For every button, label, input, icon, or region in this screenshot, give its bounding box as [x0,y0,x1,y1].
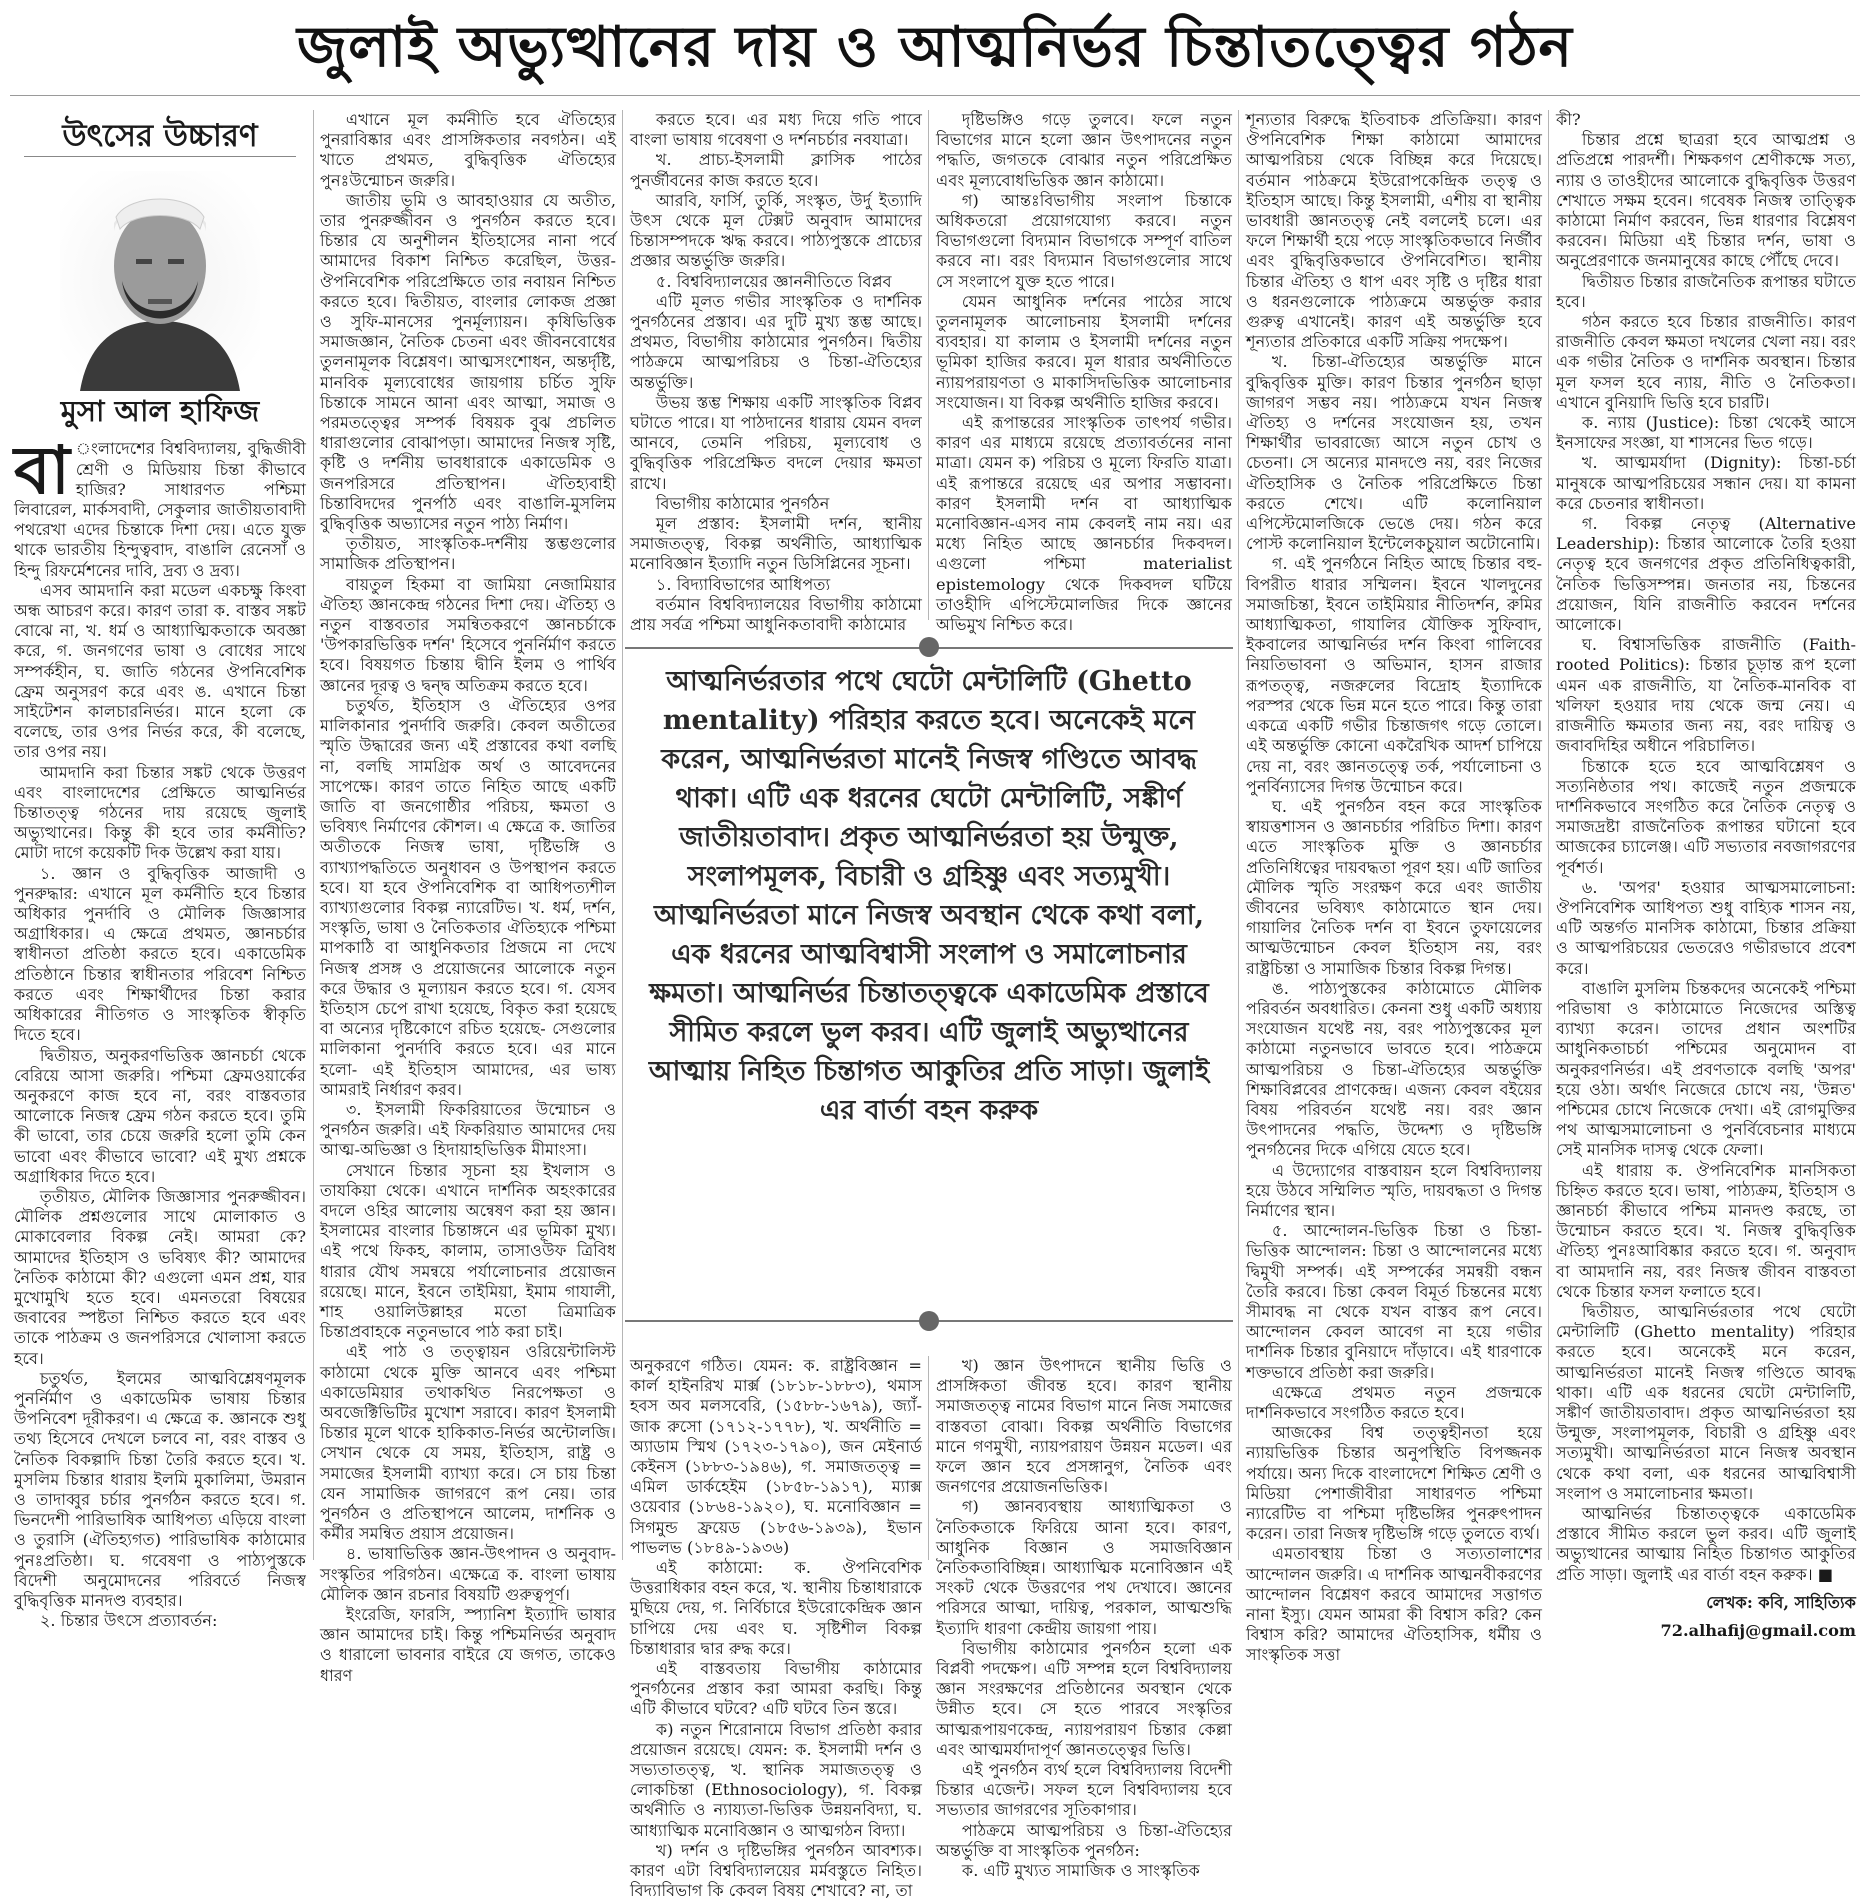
paragraph: ৫. বিশ্ববিদ্যালয়ের জ্ঞাননীতিতে বিপ্লব [655,271,892,291]
paragraph: ১. বিদ্যাবিভাগের আধিপত্য [655,574,831,594]
paragraph: ক. এটি মুখ্যত সামাজিক ও সাংস্কৃতিক [961,1861,1200,1881]
paragraph: এই বাস্তবতায় বিভাগীয় কাঠামোর পুনর্গঠনের প্রস্তাব করা আমরা করছি। কিন্তু এটি কীভাবে ঘটবে? এটি ঘটবে তিন স্তরে। [630,1659,922,1719]
paragraph: আত্মনির্ভর চিন্তাতত্ত্বকে একাডেমিক প্রস্তাবে সীমিত করলে ভুল করব। এটি জুলাই অভ্যুত্থানের আত্মায় নিহিত চিন্তাগত আকুতির প্রতি সাড়া। জুলাই এর বার্তা বহন করুক। ■ [1556,1504,1856,1584]
paragraph: গ) জ্ঞানব্যবস্থায় আধ্যাত্মিকতা ও নৈতিকতাকে ফিরিয়ে আনা হবে। কারণ, আধুনিক বিজ্ঞান ও সমাজবিজ্ঞান নৈতিকতাবিচ্ছিন্ন। আধ্যাত্মিক মনোবিজ্ঞান এই সংকট থেকে উত্তরণের পথ দেখাবে। জ্ঞানের পরিসরে আত্মা, দায়িত্ব, পরকাল, আত্মশুদ্ধি ইত্যাদি ধারণা কেন্দ্রীয় জায়গা পায়। [936,1497,1232,1638]
column-divider [1238,110,1239,1560]
paragraph: এটি মূলত গভীর সাংস্কৃতিক ও দার্শনিক পুনর্গঠনের প্রস্তাব। এর দুটি মুখ্য স্তম্ভ আছে। প্রথমত, বিভাগীয় কাঠামোর পুনর্গঠন। দ্বিতীয় পাঠক্রমে আত্মপরিচয় ও চিন্তা-ঐতিহ্যের অন্তর্ভুক্তি। [630,291,922,392]
paragraph: জাতীয় ভূমি ও আবহাওয়ার যে অতীত, তার পুনরুজ্জীবন ও পুনর্গঠন করতে হবে। চিন্তার যে অনুশীলন ইতিহাসের নানা পর্বে আমাদের বিকাশ নিশ্চিত করেছিল, উত্তর-ঔপনিবেশিক পরিপ্রেক্ষিতে তার নবায়ন নিশ্চিত করতে হবে। দ্বিতীয়ত, বাংলার লোকজ প্রজ্ঞা ও সুফি-মানসের পুনর্মূল্যায়ন। কৃষিভিত্তিক সমাজজ্ঞান, নৈতিক চেতনা এবং জীবনবোধের তুলনামূলক বিশ্লেষণ। আত্মসংশোধন, অন্তর্দৃষ্টি, মানবিক মূল্যবোধের জায়গায় চর্চিত সুফি চিন্তাকে সামনে আনা এবং আত্মা, সমাজ ও পরমতত্ত্বের সম্পর্ক বিষয়ক বুঝ প্রচলিত ধারাগুলোর বোঝাপড়া। আমাদের নিজস্ব সৃষ্টি, কৃষ্টি ও দর্শনীয় ভাবধারাকে একাডেমিক ও জনপরিসরে প্রতিস্থাপন। ঐতিহ্যবাহী চিন্তাবিদদের পুনর্পাঠ এবং বাঙালি-মুসলিম বুদ্ধিবৃত্তিক অভ্যাসের নতুন পাঠ্য নির্মাণ। [320,190,616,534]
paragraph: বিভাগীয় কাঠামোর পুনর্গঠন [655,493,830,513]
pull-quote-bottom-dot [919,1311,939,1331]
paragraph: এই কাঠামো: ক. ঔপনিবেশিক উত্তরাধিকার বহন করে, খ. স্থানীয় চিন্তাধারাকে মুছিয়ে দেয়, গ. নির্বিচারে ইউরোকেন্দ্রিক জ্ঞান চাপিয়ে দেয় এবং ঘ. সৃষ্টিশীল বিকল্প চিন্তাধারার দ্বার রুদ্ধ করে। [630,1558,922,1658]
paragraph: তৃতীয়ত, মৌলিক জিজ্ঞাসার পুনরুজ্জীবন। মৌলিক প্রশ্নগুলোর সাথে মোলাকাত ও মোকাবেলার বিকল্প নেই। আমরা কে? আমাদের ইতিহাস ও ভবিষ্যৎ কী? আমাদের নৈতিক কাঠামো কী? এগুলো এমন প্রশ্ন, যার মুখোমুখি হতে হবে। এমনতরো বিষয়ের জবাবের স্পষ্টতা নিশ্চিত করতে হবে এবং তাকে পাঠক্রম ও জনপরিসরে খোলাসা করতে হবে। [14,1186,306,1368]
paragraph: এ উদ্যোগের বাস্তবায়ন হলে বিশ্ববিদ্যালয় হয়ে উঠবে সম্মিলিত স্মৃতি, দায়বদ্ধতা ও দিগন্ত নির্মাণের স্থান। [1246,1160,1542,1220]
paragraph: ংলাদেশের বিশ্ববিদ্যালয়, বুদ্ধিজীবী শ্রেণী ও মিডিয়ায় চিন্তা কীভাবে হাজির? সাধারণত পশ্চিমা লিবারেল, মার্কসবাদী, সেকুলার জাতীয়তাবাদী পথরেখা এদের চিন্তাকে দিশা দেয়। এতে যুক্ত থাকে ভারতীয় হিন্দুত্ববাদ, বাঙালি রেনেসাঁ ও হিন্দু রিফর্মেশনের দাবি, দ্রব্য ও দ্রব্য। [14,439,306,580]
paragraph: চতুর্থত, ইতিহাস ও ঐতিহ্যের ওপর মালিকানার পুনর্দাবি জরুরি। কেবল অতীতের স্মৃতি উদ্ধারের জন্য এই প্রস্তাবের কথা বলছি না, বলছি সামগ্রিক অর্থ ও আবেদনের সাপেক্ষে। কারণ তাতে নিহিত আছে একটি জাতি বা জনগোষ্ঠীর পরিচয়, ক্ষমতা ও ভবিষ্যৎ নির্মাণের কৌশল। এ ক্ষেত্রে ক. জাতির অতীতকে নিজস্ব ভাষা, দৃষ্টিভঙ্গি ও ব্যাখ্যাপদ্ধতিতে অনুধাবন ও উপস্থাপন করতে হবে। যা হবে ঔপনিবেশিক বা আধিপত্যশীল ব্যাখ্যাগুলোর বিকল্প ন্যারেটিভ। খ. ধর্ম, দর্শন, সংস্কৃতি, ভাষা ও নৈতিকতার ঐতিহ্যকে পশ্চিমা মাপকাঠি বা আধুনিকতার প্রিজমে না দেখে নিজস্ব প্রসঙ্গ ও প্রয়োজনের আলোকে নতুন করে উদ্ধার ও মূল্যায়ন করতে হবে। গ. যেসব ইতিহাস চেপে রাখা হয়েছে, বিকৃত করা হয়েছে বা অন্যের দৃষ্টিকোণে রচিত হয়েছে- সেগুলোর মালিকানা পুনর্দাবি করতে হবে। এর মানে হলো- এই ইতিহাস আমাদের, এর ভাষ্য আমরাই নির্ধারণ করব। [320,695,616,1099]
column-divider [928,1356,929,1560]
paragraph: বিভাগীয় কাঠামোর পুনর্গঠন হলো এক বিপ্লবী পদক্ষেপ। এটি সম্পন্ন হলে বিশ্ববিদ্যালয় জ্ঞান সংরক্ষণের প্রতিষ্ঠানের অবস্থান থেকে উন্নীত হবে। সে হতে পারবে সংস্কৃতির আত্মরূপায়ণকেন্দ্র, ন্যায়পরায়ণ চিন্তার কেল্লা এবং আত্মমর্যাদাপূর্ণ জ্ঞানতত্ত্বের ভিত্তি। [936,1638,1232,1759]
paragraph: সেখানে চিন্তার সূচনা হয় ইখলাস ও তাযকিয়া থেকে। এখানে দার্শনিক অহংকারের বদলে ওহির আলোয় অন্বেষণ করা হয় জ্ঞান। ইসলামের বাংলার চিন্তাঙ্গনে এর ভূমিকা মুখ্য। এই পথে ফিকহ, কালাম, তাসাওউফ ত্রিবিধ ধারার যৌথ সমন্বয়ে পর্যালোচনার প্রয়োজন রয়েছে। মানে, ইবনে তাইমিয়া, ইমাম গাযালী, শাহ ওয়ালিউল্লাহর মতো ত্রিমাত্রিক চিন্তাপ্রবাহকে নতুনভাবে পাঠ করা চাই। [320,1160,616,1342]
paragraph: দৃষ্টিভঙ্গিও গড়ে তুলবে। ফলে নতুন বিভাগের মানে হলো জ্ঞান উৎপাদনের নতুন পদ্ধতি, জগতকে বোঝার নতুন পরিপ্রেক্ষিত এবং মূল্যবোধভিত্তিক জ্ঞান কাঠামো। [936,110,1232,190]
paragraph: আমদানি করা চিন্তার সঙ্কট থেকে উত্তরণ এবং বাংলাদেশের প্রেক্ষিতে আত্মনির্ভর চিন্তাতত্ত্ব গঠনের দায় রয়েছে জুলাই অভ্যুত্থানের। কিন্তু কী হবে তার কর্মনীতি? মোটা দাগে কয়েকটি দিক উল্লেখ করা যায়। [14,762,306,863]
paragraph: চিন্তার প্রশ্নে ছাত্ররা হবে আত্মপ্রশ্ন ও প্রতিপ্রশ্নে পারদর্শী। শিক্ষকগণ শ্রেণীকক্ষে সত্য, ন্যায় ও তাওহীদের আলোকে বুদ্ধিবৃত্তিক উত্তরণ শেখাতে সক্ষম হবেন। গবেষক নিজস্ব তাত্ত্বিক কাঠামো নির্মাণ করবেন, ভিন্ন ধারণার বিশ্লেষণ করবেন। মিডিয়া এই চিন্তার দর্শন, ভাষা ও অনুপ্রেরণাকে জনমানুষের কাছে পৌঁছে দেবে। [1556,130,1856,271]
column-2 [320,110,616,1685]
column-4-top [936,110,1232,635]
column-3-top [630,110,922,635]
column-divider [622,110,623,1560]
kicker-divider [24,156,296,157]
kicker-label: উৎসের উচ্চারণ [62,118,258,154]
paragraph: উভয় স্তম্ভ শিক্ষায় একটি সাংস্কৃতিক বিপ্লব ঘটাতে পারে। যা পাঠদানের ধারায় যেমন বদল আনবে, তেমনি পরিচয়, মূল্যবোধ ও বুদ্ধিবৃত্তিক পরিপ্রেক্ষিত বদলে দেয়ার ক্ষমতা রাখে। [630,392,922,493]
paragraph: ১. জ্ঞান ও বুদ্ধিবৃত্তিক আজাদী ও পুনরুদ্ধার: এখানে মূল কর্মনীতি হবে চিন্তার অধিকার পুনর্দাবি ও মৌলিক জিজ্ঞাসার অগ্রাধিকার। এ ক্ষেত্রে প্রথমত, জ্ঞানচর্চার স্বাধীনতা প্রতিষ্ঠা করতে হবে। একাডেমিক প্রতিষ্ঠানে চিন্তার স্বাধীনতার পরিবেশ নিশ্চিত করতে এবং শিক্ষার্থীদের চিন্তা করার অধিকারের নীতিগত ও সাংস্কৃতিক স্বীকৃতি দিতে হবে। [14,863,306,1045]
paragraph: আরবি, ফার্সি, তুর্কি, সংস্কৃত, উর্দু ইত্যাদি উৎস থেকে মূল টেক্সট অনুবাদ আমাদের চিন্তাসম্পদকে ঋদ্ধ করবে। পাঠ্যপুস্তকে প্রাচ্যের প্রজ্ঞার অন্তর্ভুক্তি জরুরি। [630,190,922,271]
paragraph: খ. চিন্তা-ঐতিহ্যের অন্তর্ভুক্তি মানে বুদ্ধিবৃত্তিক মুক্তি। কারণ চিন্তার পুনর্গঠন ছাড়া জাগরণ সম্ভব নয়। পাঠ্যক্রমে যখন নিজস্ব ঐতিহ্য ও দর্শনের সংযোজন হয়, তখন শিক্ষার্থীর ভাবরাজ্যে আসে নতুন চোখ ও চেতনা। সে অন্যের মানদণ্ডে নয়, বরং নিজের ঐতিহাসিক ও নৈতিক পরিপ্রেক্ষিতে চিন্তা করতে শেখে। এটি কলোনিয়াল এপিস্টেমোলজিকে ভেঙে দেয়। গঠন করে পোস্ট কলোনিয়াল ইন্টেলেকচুয়াল অটোনোমি। [1246,352,1542,554]
paragraph: ঘ. বিশ্বাসভিত্তিক রাজনীতি (Faith-rooted Politics): চিন্তার চূড়ান্ত রূপ হলো এমন এক রাজনীতি, যা নৈতিক-মানবিক বা খলিফা হওয়ার দায় থেকে জন্ম নেয়। এ রাজনীতি ক্ষমতার জন্য নয়, বরং দায়িত্ব ও জবাবদিহির অধীনে পরিচালিত। [1556,635,1856,756]
column-1 [14,110,306,1631]
paragraph: এই রূপান্তরের সাংস্কৃতিক তাৎপর্য গভীর। কারণ এর মাধ্যমে রয়েছে প্রত্যাবর্তনের নানা মাত্রা। যেমন ক) পরিচয় ও মূল্যে ফিরতি যাত্রা। এই রূপান্তরে রয়েছে এর অপার সম্ভাবনা। কারণ ইসলামী দর্শন বা আধ্যাত্মিক মনোবিজ্ঞান-এসব নাম কেবলই নাম নয়। এর মধ্যে নিহিত আছে জ্ঞানচর্চার দিকবদল। এগুলো পশ্চিমা materialist epistemology থেকে দিকবদল ঘটিয়ে তাওহীদি এপিস্টেমোলজির দিকে জ্ঞানের অভিমুখ নিশ্চিত করে। [936,413,1232,635]
headline: জুলাই অভ্যুত্থানের দায় ও আত্মনির্ভর চিন্তাতত্ত্বের গঠন [297,14,1573,80]
paragraph: ক) নতুন শিরোনামে বিভাগ প্রতিষ্ঠা করার প্রয়োজন রয়েছে। যেমন: ক. ইসলামী দর্শন ও সভ্যতাতত্ত্ব, খ. স্থানিক সমাজতত্ত্ব ও লোকচিন্তা (Ethnosociology), গ. বিকল্প অর্থনীতি ও ন্যায্যতা-ভিত্তিক উন্নয়নবিদ্যা, ঘ. আধ্যাত্মিক মনোবিজ্ঞান ও আত্মগঠন বিদ্যা। [630,1719,922,1840]
paragraph: গঠন করতে হবে চিন্তার রাজনীতি। কারণ রাজনীতি কেবল ক্ষমতা দখলের খেলা নয়। বরং এক গভীর নৈতিক ও দার্শনিক অবস্থান। চিন্তার মূল ফসল হবে ন্যায়, নীতি ও নৈতিকতা। এখানে বুনিয়াদি ভিত্তি হবে চারটি। [1556,312,1856,412]
paragraph: বায়তুল হিকমা বা জামিয়া নেজামিয়ার ঐতিহ্য জ্ঞানকেন্দ্র গঠনের দিশা দেয়। ঐতিহ্য ও নতুন বাস্তবতার সমন্বিতকরণে জ্ঞানচর্চাকে 'উপকারভিত্তিক দর্শন' হিসেবে পুনর্নির্মাণ করতে হবে। বিষয়গত চিন্তায় দ্বীনি ইলম ও পার্থিব জ্ঞানের দূরত্ব ও দ্বন্দ্ব অতিক্রম করতে হবে। [320,574,616,695]
paragraph: গ. বিকল্প নেতৃত্ব (Alternative Leadership): চিন্তার আলোকে তৈরি হওয়া নেতৃত্ব হবে জনগণের প্রকৃত প্রতিনিধিত্বকারী, নৈতিক ভিত্তিসম্পন্ন। জনতার নয়, চিন্তনের প্রয়োজন, যিনি রাজনীতি করবেন দর্শনের আলোকে। [1556,514,1856,635]
paragraph: ৫. আন্দোলন-ভিত্তিক চিন্তা ও চিন্তা-ভিত্তিক আন্দোলন: চিন্তা ও আন্দোলনের মধ্যে দ্বিমুখী সম্পর্ক। এই সম্পর্কের সমন্বয়ী বন্ধন তৈরি করবে। চিন্তা কেবল বিমূর্ত চিন্তনের মধ্যে সীমাবদ্ধ না থেকে যখন বাস্তব রূপ নেবে। আন্দোলন কেবল আবেগ না হয়ে গভীর দার্শনিক চিন্তার বুনিয়াদে দাঁড়াবে। এই ধারণাকে শক্তভাবে প্রতিষ্ঠা করা জরুরি। [1246,1221,1542,1382]
paragraph: ৬. 'অপর' হওয়ার আত্মসমালোচনা: ঔপনিবেশিক আধিপত্য শুধু বাহ্যিক শাসন নয়, এটি অন্তর্গত মানসিক কাঠামো, চিন্তার প্রক্রিয়া ও আত্মপরিচয়ের ভেতরেও গভীরভাবে প্রবেশ করে। [1556,877,1856,978]
paragraph: বর্তমান বিশ্ববিদ্যালয়ের বিভাগীয় কাঠামো প্রায় সর্বত্র পশ্চিমা আধুনিকতাবাদী কাঠামোর [630,594,922,635]
pull-quote: আত্মনির্ভরতার পথে ঘেটো মেন্টালিটি (Ghetto mentality) পরিহার করতে হবে। অনেকেই মনে করেন, আত্মনির্ভরতা মানেই নিজস্ব গণ্ডিতে আবদ্ধ থাকা। এটি এক ধরনের ঘেটো মেন্টালিটি, সঙ্কীর্ণ জাতীয়তাবাদ। প্রকৃত আত্মনির্ভরতা হয় উন্মুক্ত, সংলাপমূলক, বিচারী ও গ্রহিষ্ণু এবং সত্যমুখী। আত্মনির্ভরতা মানে নিজস্ব অবস্থান থেকে কথা বলা, এক ধরনের আত্মবিশ্বাসী সংলাপ ও সমালোচনার ক্ষমতা। আত্মনির্ভর চিন্তাতত্ত্বকে একাডেমিক প্রস্তাবে সীমিত করলে ভুল করব। এটি জুলাই অভ্যুত্থানের আত্মায় নিহিত চিন্তাগত আকুতির প্রতি সাড়া। জুলাই এর বার্তা বহন করুক [648,666,1210,1126]
paragraph: এমতাবস্থায় চিন্তা ও সত্যতালাশের আন্দোলন জরুরি। এ দার্শনিক আত্মনবীকরণের আন্দোলন বিশ্লেষণ করবে আমাদের সত্তাগত নানা ইস্যু। যেমন আমরা কী বিশ্বাস করি? কেন বিশ্বাস করি? আমাদের ঐতিহাসিক, ধর্মীয় ও সাংস্কৃতিক সত্তা [1246,1544,1542,1665]
paragraph: ক. ন্যায় (Justice): চিন্তা থেকেই আসে ইনসাফের সংজ্ঞা, যা শাসনের ভিত গড়ে। [1556,413,1856,453]
paragraph: তৃতীয়ত, সাংস্কৃতিক-দর্শনীয় স্তম্ভগুলোর সামাজিক প্রতিস্থাপন। [320,534,616,574]
column-divider [1548,110,1549,1560]
paragraph: ইংরেজি, ফারসি, স্প্যানিশ ইত্যাদি ভাষার জ্ঞান আমাদের চাই। কিন্তু পশ্চিমনির্ভর অনুবাদ ও ধারালো ভাবনার বাইরে যে জগত, তাকেও ধারণ [320,1605,616,1685]
paragraph: ঙ. পাঠ্যপুস্তকের কাঠামোতে মৌলিক পরিবর্তন অবধারিত। কেননা শুধু একটি অধ্যায় সংযোজন যথেষ্ট নয়, বরং পাঠ্যপুস্তকের মূল কাঠামো নতুনভাবে ভাবতে হবে। পাঠক্রমে আত্মপরিচয় ও চিন্তা-ঐতিহ্যের অন্তর্ভুক্তি শিক্ষাবিপ্লবের প্রাণকেন্দ্র। এজন্য কেবল বইয়ের বিষয় পরিবর্তন যথেষ্ট নয়। বরং জ্ঞান উৎপাদনের পদ্ধতি, উদ্দেশ্য ও দৃষ্টিভঙ্গি পুনর্গঠনের দিকে এগিয়ে যেতে হবে। [1246,978,1542,1160]
author-email[interactable]: 72.alhafij@gmail.com [1660,1621,1856,1641]
paragraph: এখানে মূল কর্মনীতি হবে ঐতিহ্যের পুনরাবিষ্কার এবং প্রাসঙ্গিকতার নবগঠন। এই খাতে প্রথমত, বুদ্ধিবৃত্তিক ঐতিহ্যের পুনঃউন্মোচন জরুরি। [320,110,616,190]
paragraph: দ্বিতীয়ত, আত্মনির্ভরতার পথে ঘেটো মেন্টালিটি (Ghetto mentality) পরিহার করতে হবে। অনেকেই মনে করেন, আত্মনির্ভরতা মানেই নিজস্ব গণ্ডিতে আবদ্ধ থাকা। এটি এক ধরনের ঘেটো মেন্টালিটি, সঙ্কীর্ণ জাতীয়তাবাদ। প্রকৃত আত্মনির্ভরতা হয় উন্মুক্ত, সংলাপমূলক, বিচারী ও গ্রহিষ্ণু এবং সত্যমুখী। আত্মনির্ভরতা মানে নিজস্ব অবস্থান থেকে কথা বলা, এক ধরনের আত্মবিশ্বাসী সংলাপ ও সমালোচনার ক্ষমতা। [1556,1301,1856,1503]
paragraph: ৪. ভাষাভিত্তিক জ্ঞান-উৎপাদন ও অনুবাদ-সংস্কৃতির পরিগঠন। এক্ষেত্রে ক. বাংলা ভাষায় মৌলিক জ্ঞান রচনার বিষয়টি গুরুত্বপূর্ণ। [320,1544,616,1604]
paragraph: অনুকরণে গঠিত। যেমন: ক. রাষ্ট্রবিজ্ঞান = কার্ল হাইনরিখ মার্ক্স (১৮১৮-১৮৮৩), থমাস হবস অব মলসবেরি, (১৫৮৮-১৬৭৯), জ্যাঁ-জাক রুসো (১৭১২-১৭৭৮), খ. অর্থনীতি = অ্যাডাম স্মিথ (১৭২৩-১৭৯০), জন মেইনার্ড কেইনস (১৮৮৩-১৯৪৬), গ. সমাজতত্ত্ব = এমিল ডার্কহেইম (১৮৫৮-১৯১৭), ম্যাক্স ওয়েবার (১৮৬৪-১৯২০), ঘ. মনোবিজ্ঞান = সিগমুন্ড ফ্রয়েড (১৮৫৬-১৯৩৯), ইভান পাভলভ (১৮৪৯-১৯৩৬) [630,1356,922,1557]
paragraph: আজকের বিশ্ব তত্ত্বহীনতা হয়ে ন্যায়ভিত্তিক চিন্তার অনুপস্থিতি বিপজ্জনক পর্যায়ে। অন্য দিকে বাংলাদেশে শিক্ষিত শ্রেণী ও মিডিয়া পেশাজীবীরা সাধারণত পশ্চিমা ন্যারেটিভ বা পশ্চিমা দৃষ্টিভঙ্গির পুনরুৎপাদন করেন। তারা নিজস্ব দৃষ্টিভঙ্গি গড়ে তুলতে ব্যর্থ। [1246,1423,1542,1544]
column-5 [1246,110,1542,1665]
drop-cap: বা [14,431,70,510]
paragraph: ৩. ইসলামী ফিকরিয়াতের উন্মোচন ও পুনর্গঠন জরুরি। এই ফিকরিয়াত আমাদের দেয় আত্ম-অভিজ্ঞা ও হিদায়াহভিত্তিক মীমাংসা। [320,1099,616,1160]
paragraph: খ. প্রাচ্য-ইসলামী ক্লাসিক পাঠের পুনর্জীবনের কাজ করতে হবে। [630,150,922,190]
paragraph: পাঠক্রমে আত্মপরিচয় ও চিন্তা-ঐতিহ্যের অন্তর্ভুক্তি বা সাংস্কৃতিক পুনর্গঠন: [936,1820,1232,1860]
paragraph: যেমন আধুনিক দর্শনের পাঠের সাথে তুলনামূলক আলোচনায় ইসলামী দর্শনের ব্যবহার। যা কালাম ও ইসলামী দর্শনের নতুন ভূমিকা হাজির করবে। মূল ধারার অর্থনীতিতে ন্যায়পরায়ণতা ও মাকাসিদভিত্তিক আলোচনার সংযোজন। যা বিকল্প অর্থনীতি হাজির করবে। [936,291,1232,412]
paragraph: ২. চিন্তার উৎসে প্রত্যাবর্তন: [39,1611,218,1631]
column-divider [928,110,929,620]
headline-divider [10,95,1860,96]
paragraph: খ) দর্শন ও দৃষ্টিভঙ্গির পুনর্গঠন আবশ্যক। কারণ এটা বিশ্ববিদ্যালয়ের মর্মবস্তুতে নিহিত। বিদ্যাবিভাগ কি কেবল বিষয় শেখাবে? না, তা [630,1840,922,1901]
paragraph: কী? [1556,110,1581,129]
paragraph: দ্বিতীয়ত চিন্তার রাজনৈতিক রূপান্তর ঘটাতে হবে। [1556,271,1856,311]
paragraph: শূন্যতার বিরুদ্ধে ইতিবাচক প্রতিক্রিয়া। কারণ ঔপনিবেশিক শিক্ষা কাঠামো আমাদের আত্মপরিচয় থেকে বিচ্ছিন্ন করে দিয়েছে। বর্তমান পাঠক্রমে ইউরোপকেন্দ্রিক তত্ত্ব ও ইতিহাস আছে। কিন্তু ইসলামী, এশীয় বা স্থানীয় ভাবধারী জ্ঞানতত্ত্ব নেই বললেই চলে। এর ফলে শিক্ষার্থী হয়ে পড়ে সাংস্কৃতিকভাবে নির্জীব এবং বুদ্ধিবৃত্তিকভাবে ঔপনিবেশিত। স্থানীয় চিন্তার ঐতিহ্য ও ধাপ এবং সৃষ্টি ও দৃষ্টির ধারা ও ধরনগুলোকে পাঠ্যক্রমে অন্তর্ভুক্ত করার গুরুত্ব এখানেই। কারণ এই অন্তর্ভুক্তি হবে শূন্যতার প্রতিকারে একটি সক্রিয় পদক্ষেপ। [1246,110,1542,352]
column-4-bottom [936,1356,1232,1881]
paragraph: চতুর্থত, ইলমের আত্মবিশ্লেষণমূলক পুনর্নির্মাণ ও একাডেমিক ভাষায় চিন্তার উপনিবেশ দূরীকরণ। এ ক্ষেত্রে ক. জ্ঞানকে শুধু তথ্য হিসেবে দেখলে চলবে না, বরং বাস্তব ও নৈতিক বিকল্পাদি চিন্তা তৈরি করতে হবে। খ. মুসলিম চিন্তার ধারায় ইলমি মুকালিমা, উমরান ও তাদাব্বুর চর্চার পুনর্গঠন করতে হবে। গ. ভিনদেশী পারিভাষিক আধিপত্য এড়িয়ে বাংলা ও তুরাসি (ঐতিহ্যগত) পারিভাষিক কাঠামোর পুনঃপ্রতিষ্ঠা। ঘ. গবেষণা ও পাঠ্যপুস্তকে বিদেশী অনুমোদনের পরিবর্তে নিজস্ব বুদ্ধিবৃত্তিক মানদণ্ড ব্যবহার। [14,1368,306,1610]
paragraph: চিন্তাকে হতে হবে আত্মবিশ্লেষণ ও সত্যনিষ্ঠতার পথ। কাজেই নতুন প্রজন্মকে দার্শনিকভাবে সংগঠিত করে নৈতিক নেতৃত্ব ও সমাজদ্রষ্টা রাজনৈতিক রূপান্তর ঘটানো হবে আজকের চ্যালেঞ্জ। এটি সভ্যতার নবজাগরণের পূর্বশর্ত। [1556,756,1856,877]
paragraph: মূল প্রস্তাব: ইসলামী দর্শন, স্থানীয় সমাজতত্ত্ব, বিকল্প অর্থনীতি, আধ্যাত্মিক মনোবিজ্ঞান ইত্যাদি নতুন ডিসিপ্লিনের সূচনা। [630,514,922,574]
paragraph: এই ধারায় ক. ঔপনিবেশিক মানসিকতা চিহ্নিত করতে হবে। ভাষা, পাঠ্যক্রম, ইতিহাস ও জ্ঞানচর্চা কীভাবে পশ্চিম মানদণ্ড করছে, তা উন্মোচন করতে হবে। খ. নিজস্ব বুদ্ধিবৃত্তিক ঐতিহ্য পুনঃআবিষ্কার করতে হবে। গ. অনুবাদ বা আমদানি নয়, বরং নিজস্ব জীবন বাস্তবতা থেকে চিন্তার ফসল ফলাতে হবে। [1556,1160,1856,1301]
paragraph: ঘ. এই পুনর্গঠন বহন করে সাংস্কৃতিক স্বায়ত্তশাসন ও জ্ঞানচর্চার পরিচিত দিশা। কারণ এতে সাংস্কৃতিক মুক্তি ও জ্ঞানচর্চার প্রতিনিধিত্বের দায়বদ্ধতা পূরণ হয়। এটি জাতির মৌলিক স্মৃতি সংরক্ষণ করে এবং জাতীয় জীবনের ভবিষ্যৎ কাঠামোতে স্থান দেয়। গায়ালির নৈতিক দর্শন বা ইবনে তুফায়েলের আত্মউন্মোচন কেবল ইতিহাস নয়, বরং রাষ্ট্রচিন্তা ও সামাজিক চিন্তার বিকল্প দিগন্ত। [1246,796,1542,978]
paragraph: এই পুনর্গঠন ব্যর্থ হলে বিশ্ববিদ্যালয় বিদেশী চিন্তার এজেন্ট। সফল হলে বিশ্ববিদ্যালয় হবে সভ্যতার জাগরণের সূতিকাগার। [936,1760,1232,1820]
paragraph: গ) আন্তঃবিভাগীয় সংলাপ চিন্তাকে অধিকতরো প্রয়োগযোগ্য করবে। নতুন বিভাগগুলো বিদ্যমান বিভাগকে সম্পূর্ণ বাতিল করবে না। বরং বিদ্যমান বিভাগগুলোর সাথে সে সংলাপে যুক্ত হতে পারে। [936,190,1232,291]
author-photo [60,171,260,391]
paragraph: বাঙালি মুসলিম চিন্তকদের অনেকেই পশ্চিমা পরিভাষা ও কাঠামোতে নিজেদের অস্তিত্ব ব্যাখ্যা করেন। তাদের প্রধান অংশটির আধুনিকতাচর্চা পশ্চিমের অনুমোদন বা অনুকরণনির্ভর। এই প্রবণতাকে বলছি 'অপর' হয়ে ওঠা। অর্থাৎ নিজেরে চোখে নয়, 'উন্নত' পশ্চিমের চোখে নিজেকে দেখা। এই রোগমুক্তির পথ আত্মসমালোচনা ও পুনর্বিবেচনার মাধ্যমে সেই মানসিক দাসত্ব থেকে ফেলা। [1556,978,1856,1160]
paragraph: গ. এই পুনর্গঠনে নিহিত আছে চিন্তার বহু-বিপরীত ধারার সম্মিলন। ইবনে খালদুনের সমাজচিন্তা, ইবনে তাইমিয়ার নীতিদর্শন, রুমির আধ্যাত্মিকতা, গাযালির যৌক্তিক সুফিবাদ, ইকবালের আত্মনির্ভর দর্শন কিংবা গালিবের নিয়তিভাবনা ও অভিমান, হাসন রাজার রূপতত্ত্ব, নজরুলের বিদ্রোহ ইত্যাদিকে পরস্পর থেকে ভিন্ন মনে হতে পারে। কিন্তু তারা একত্রে একটি গভীর চিন্তাজগৎ গড়ে তোলে। এই অন্তর্ভুক্তি কোনো একরৈখিক আদর্শ চাপিয়ে দেয় না, বরং জ্ঞানতত্ত্বে তর্ক, পর্যালোচনা ও পুনর্বিন্যাসের দিগন্ত উন্মোচন করে। [1246,554,1542,796]
column-1-body [14,431,306,1631]
pull-quote-box [625,637,1233,1342]
paragraph: এসব আমদানি করা মডেল একচক্ষু কিংবা অন্ধ আচরণ করে। কারণ তারা ক. বাস্তব সঙ্কট বোঝে না, খ. ধর্ম ও আধ্যাত্মিকতাকে অবজ্ঞা করে, গ. জনগণের ভাষা ও বোধের সাথে সম্পর্কহীন, ঘ. জাতি গঠনের ঔপনিবেশিক ফ্রেম অনুসরণ করে এবং ঙ. এখানে চিন্তা সাইটেশন কালচারনির্ভর। মানে হলো কে বলেছে, তার ওপর নির্ভর করে, কী বলেছে, তার ওপর নয়। [14,580,306,762]
paragraph: এই পাঠ ও তত্ত্বায়ন ওরিয়েন্টালিস্ট কাঠামো থেকে মুক্তি আনবে এবং পশ্চিমা একাডেমিয়ার তথাকথিত নিরপেক্ষতা ও অবজেক্টিভিটির মুখোশ সরাবে। কারণ ইসলামী চিন্তার মূলে থাকে হাকিকাত-নির্ভর অন্টোলজি। সেখান থেকে যে সময়, ইতিহাস, রাষ্ট্র ও সমাজের ইসলামী ব্যাখ্যা করে। সে চায় চিন্তা যেন সামাজিক জাগরণে রূপ নেয়। তার পুনর্গঠন ও প্রতিস্থাপনে আলেম, দার্শনিক ও কর্মীর সমন্বিত প্রয়াস প্রয়োজন। [320,1342,616,1544]
paragraph: খ. আত্মমর্যাদা (Dignity): চিন্তা-চর্চা মানুষকে আত্মপরিচয়ের সন্ধান দেয়। যা কামনা করে চেতনার স্বাধীনতা। [1556,453,1856,513]
byline: লেখক: কবি, সাহিত্যিক [1706,1592,1856,1612]
pull-quote-top-dot [919,637,939,657]
column-divider [313,110,314,1560]
paragraph: খ) জ্ঞান উৎপাদনে স্থানীয় ভিত্তি ও প্রাসঙ্গিকতা জীবন্ত হবে। কারণ স্থানীয় সমাজতত্ত্ব নামের বিভাগ মানে নিজ সমাজের বাস্তবতা বোঝা। বিকল্প অর্থনীতি বিভাগের মানে গণমুখী, ন্যায়পরায়ণ উন্নয়ন মডেল। এর ফলে জ্ঞান হবে প্রসঙ্গানুগ, নৈতিক এবং জনগণের প্রয়োজনভিত্তিক। [936,1356,1232,1497]
paragraph: দ্বিতীয়ত, অনুকরণভিত্তিক জ্ঞানচর্চা থেকে বেরিয়ে আসা জরুরি। পশ্চিমা ফ্রেমওয়ার্কের অনুকরণে কাজ হবে না, বরং বাস্তবতার আলোকে নিজস্ব ফ্রেম গঠন করতে হবে। তুমি কী ভাবো, তার চেয়ে জরুরি হলো তুমি কেন ভাবো এবং কীভাবে ভাবো? এই মুখ্য প্রশ্নকে অগ্রাধিকার দিতে হবে। [14,1045,306,1186]
column-6 [1556,110,1856,1641]
author-name: মুসা আল হাফিজ [60,394,260,429]
paragraph: করতে হবে। এর মধ্য দিয়ে গতি পাবে বাংলা ভাষায় গবেষণা ও দর্শনচর্চার নবযাত্রা। [630,110,922,150]
column-3-bottom [630,1356,922,1901]
paragraph: এক্ষেত্রে প্রথমত নতুন প্রজন্মকে দার্শনিকভাবে সংগঠিত করতে হবে। [1246,1382,1542,1422]
